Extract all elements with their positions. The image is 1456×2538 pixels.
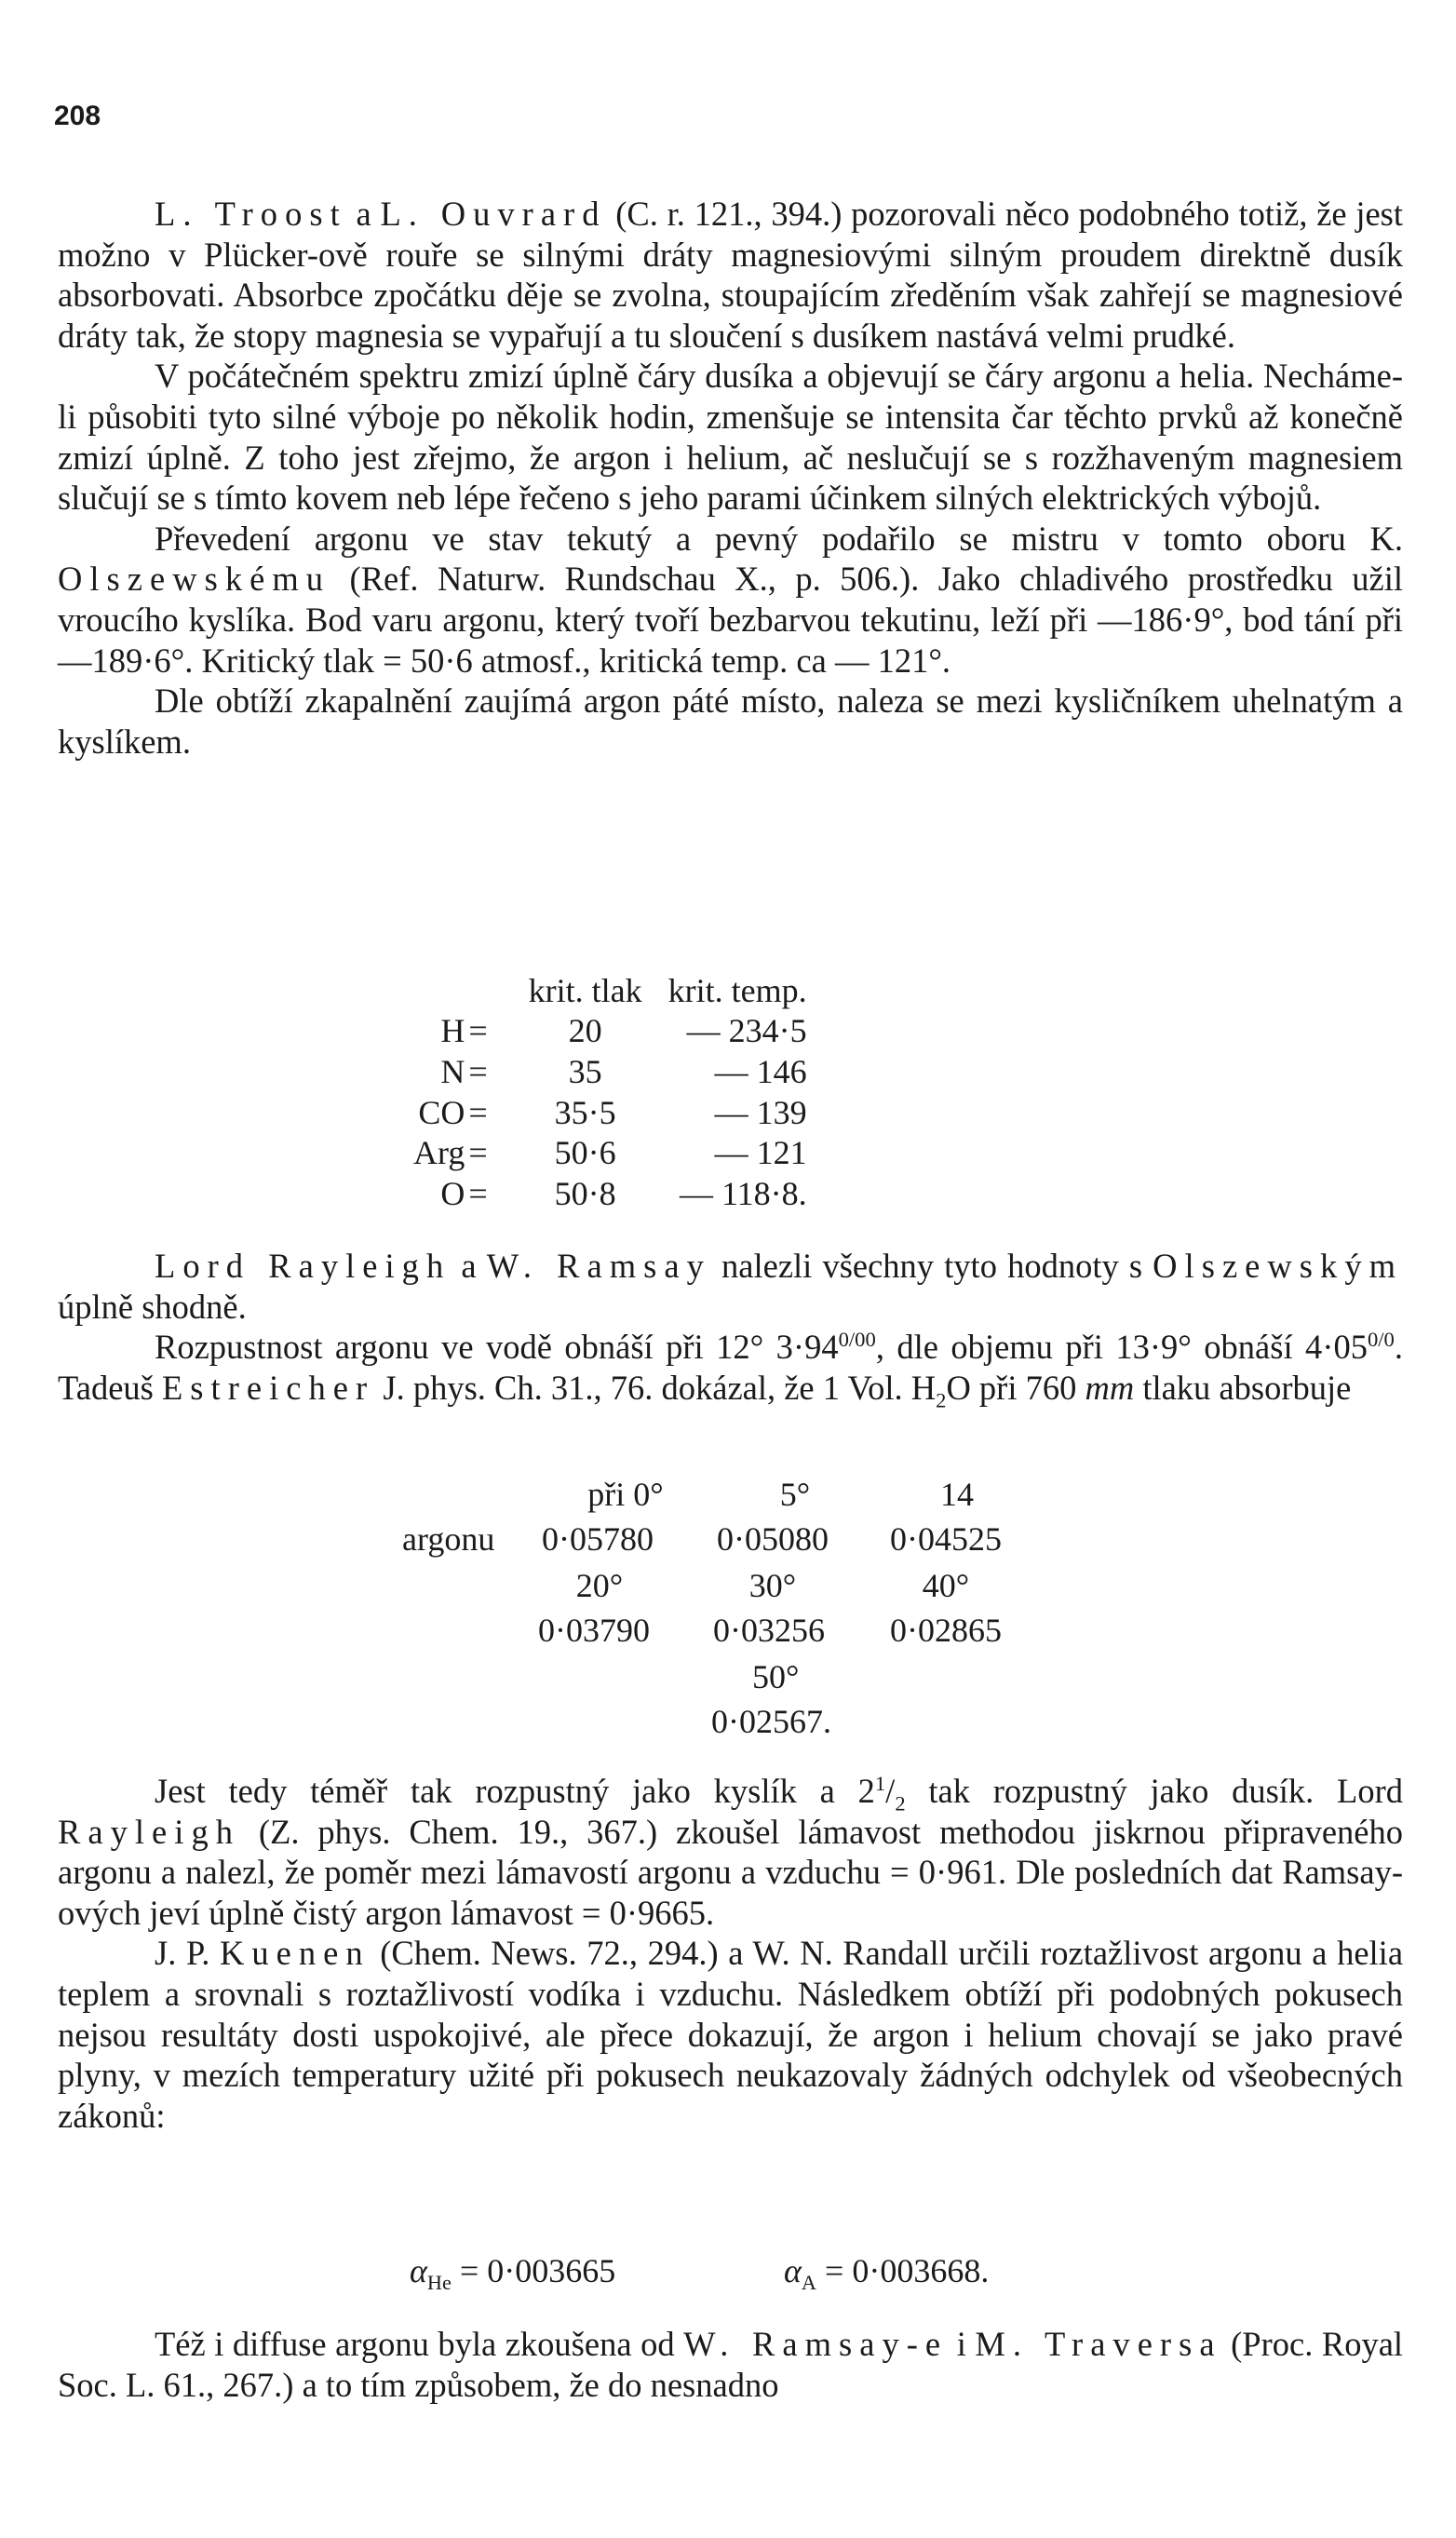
- temperature-cell: 30°: [748, 1567, 797, 1604]
- body-text: úplně shodně.: [58, 1287, 247, 1326]
- body-text: pozorovali něco podobného totiž, že jest možno v Plücker-ově rouře se silnými dráty magnesiovými silným proudem direktně dusík absorbovati. Absorbce zpočátku děje se zvolna, stoupajícím zředěním však zahřejí se magnesiové dráty tak, že stopy magnesia se vypařují a tu sloučení s dusíkem nastává velmi prudké.: [58, 195, 1404, 355]
- paragraph-lamavost: [58, 1771, 1403, 2136]
- body-text: , dle objemu při 13·9° obnáší 4·05: [875, 1328, 1368, 1367]
- header-pressure: krit. tlak: [528, 971, 642, 1009]
- paragraph-2: V počátečném spektru zmizí úplně čáry dusíka a objevují se čáry argonu a helia. Necháme-li působiti tyto silné výboje po několik hodin, zmenšuje se intensita čar těchto prvků až konečně zmizí úplně. Z toho jest zřejmo, že argon i helium, ač neslučují se s rozžhaveným magnesiem slučují se s tímto kovem neb lépe řečeno s jeho parami účinkem silných elektrických výbojů.: [58, 357, 1403, 518]
- alpha-helium: [410, 2251, 616, 2295]
- conjunction: a: [461, 1247, 477, 1285]
- temperature-value: — 146: [714, 1052, 807, 1090]
- table-row: [400, 1173, 820, 1214]
- body-text: tak rozpustný jako dusík. Lord: [928, 1772, 1404, 1810]
- body-text: Převedení argonu ve stav tekutý a pevný podařilo se mistru v tomto oboru K.: [155, 519, 1403, 558]
- fraction-numerator: 1: [874, 1771, 886, 1795]
- equals-sign: =: [468, 1174, 488, 1212]
- paragraph-9: [58, 2324, 1403, 2405]
- pressure-value: 35·5: [554, 1093, 616, 1131]
- row-label: H: [440, 1012, 465, 1050]
- table-row: [400, 1132, 820, 1173]
- pressure-value: 20: [568, 1012, 602, 1050]
- body-text: . Tadeuš: [58, 1328, 1403, 1407]
- body-text: tlaku absorbuje: [1142, 1368, 1352, 1407]
- gas-label: argonu: [402, 1520, 495, 1558]
- author-rayleigh: Rayleigh: [58, 1812, 241, 1851]
- pressure-value: 50·6: [554, 1134, 616, 1172]
- alpha-value: = 0·003665: [459, 2252, 616, 2289]
- per-mille-unit: 0/00: [838, 1328, 876, 1352]
- body-text: (Proc. Royal Soc. L. 61., 267.) a to tím způsobem, že do nesnadno: [58, 2325, 1404, 2404]
- author-ramsay: W. Ramsay-e: [683, 2325, 949, 2363]
- paragraph-8: [58, 1933, 1403, 2136]
- equals-sign: =: [468, 1012, 488, 1050]
- alpha-symbol: α: [410, 2252, 427, 2289]
- temperature-cell: 14: [940, 1476, 974, 1513]
- page-number: 208: [54, 101, 101, 131]
- solubility-value: 0·04525: [890, 1520, 1002, 1558]
- table-row: [400, 1011, 820, 1052]
- solubility-value: 0·02865: [890, 1612, 1002, 1649]
- temperature-value: — 118·8.: [679, 1174, 807, 1212]
- body-text: Jest tedy téměř tak rozpustný jako kyslík a 2: [155, 1772, 875, 1810]
- author-kuenen: Kuenen: [219, 1934, 371, 1973]
- solubility-value: 0·03790: [538, 1612, 650, 1649]
- conjunction: a: [356, 195, 371, 233]
- body-text: Rozpustnost argonu ve vodě obnáší při 12° 3·94: [155, 1328, 839, 1367]
- author-initials: J. P.: [155, 1934, 210, 1973]
- row-label: Arg: [413, 1134, 465, 1172]
- equals-sign: =: [468, 1134, 488, 1172]
- alpha-symbol: α: [784, 2252, 802, 2289]
- equals-sign: =: [468, 1052, 488, 1090]
- row-label: CO: [418, 1093, 465, 1131]
- temperature-value: — 121: [714, 1134, 807, 1172]
- pressure-value: 35: [568, 1052, 602, 1090]
- author-troost: L. Troost: [155, 195, 347, 233]
- paragraph-4: Dle obtíží zkapalnění zaujímá argon páté místo, naleza se mezi kysličníkem uhelnatým a kyslíkem.: [58, 682, 1403, 761]
- alpha-value: = 0·003668.: [825, 2252, 990, 2289]
- solubility-value: 0·05780: [542, 1520, 654, 1558]
- paragraph-5: [58, 1246, 1403, 1327]
- solubility-temp-row-3: 50°: [752, 1658, 800, 1695]
- critical-constants-table: [400, 970, 820, 1214]
- solubility-value-row-3: 0·02567.: [711, 1703, 831, 1740]
- percent-unit: 0/0: [1367, 1328, 1395, 1352]
- subscript-he: He: [426, 2271, 452, 2295]
- temperature-cell: 20°: [575, 1567, 624, 1604]
- paragraph-6: [58, 1327, 1403, 1412]
- name-olszewski: Olszewským: [1153, 1247, 1404, 1285]
- fraction-denominator: 2: [895, 1791, 906, 1816]
- temperature-cell: při 0°: [587, 1476, 664, 1513]
- body-text: Též i diffuse argonu byla zkoušena od: [155, 2325, 675, 2363]
- header-temperature: krit. temp.: [667, 971, 807, 1009]
- subscript-a: A: [801, 2271, 817, 2295]
- citation: (C. r. 121., 394.): [615, 195, 843, 233]
- paragraph-rayleigh-ramsay: [58, 1246, 1404, 1412]
- author-travers: M. Traversa: [975, 2325, 1222, 2363]
- row-label: N: [440, 1052, 465, 1090]
- paragraph-troost: [58, 194, 1403, 762]
- body-text: O při 760: [946, 1368, 1077, 1407]
- body-text: (Chem. News. 72., 294.) a W. N. Randall určili roztažlivost argonu a helia teplem a srovnali s roztažlivostí vodíka i vzduchu. Následkem obtíží při podobných pokusech nejsou resultáty dosti uspokojivé, ale přece dokazují, že argon i helium chovají se jako pravé plyny, v mezích temperatury užité při pokusech neukazovaly žádných odchylek od všeobecných zákonů:: [58, 1934, 1404, 2135]
- paragraph-7: Jest tedy téměř tak rozpustný jako kyslík a $2^1/_2$ tak rozpustný jako dusík. Lord Rayleigh (Z. phys. Chem. 19., 367.) zkoušel lámavost methodou jiskrnou připraveného argonu a nalezl, že poměr mezi lámavostí argonu a vzduchu = 0·961. Dle posledních dat Ramsay-ových jeví úplně čistý argon lámavost = 0·9665.: [58, 1771, 1404, 1932]
- name-olszewski: Olszewskému: [58, 560, 331, 599]
- equals-sign: =: [468, 1093, 488, 1131]
- table-header-row: [400, 970, 820, 1011]
- paragraph-diffuse: [58, 2324, 1403, 2405]
- table-row: [400, 1092, 820, 1133]
- author-rayleigh: Lord Rayleigh: [155, 1247, 452, 1285]
- paragraph-1: [58, 194, 1403, 356]
- alpha-argon: [784, 2251, 990, 2295]
- solubility-value: 0·05080: [717, 1520, 829, 1558]
- author-ouvrard: L. Ouvrard: [380, 195, 607, 233]
- row-label: O: [440, 1174, 465, 1212]
- temperature-cell: 40°: [922, 1567, 970, 1604]
- temperature-cell: 5°: [779, 1476, 811, 1513]
- paragraph-3: [58, 519, 1403, 681]
- table-row: [400, 1051, 820, 1092]
- unit-mm: mm: [1085, 1368, 1135, 1407]
- body-text: J. phys. Ch. 31., 76. dokázal, že 1 Vol. H: [383, 1368, 937, 1407]
- body-text: (Ref. Naturw. Rundschau X., p. 506.). Jako chladivého prostředku užil vroucího kyslíka. Bod varu argonu, který tvoří bezbarvou tekutinu, leží při —186·9°, bod tání při —189·6°. Kritický tlak = 50·6 atmosf., kritická temp. ca — 121°.: [58, 560, 1403, 680]
- subscript: 2: [936, 1388, 947, 1412]
- solubility-value: 0·03256: [713, 1612, 825, 1649]
- conjunction: i: [956, 2325, 966, 2363]
- body-text: (Z. phys. Chem. 19., 367.) zkoušel lámavost methodou jiskrnou připraveného argonu a nalezl, že poměr mezi lámavostí argonu a vzduchu = 0·961. Dle posledních dat Ramsay-ových jeví úplně čistý argon lámavost = 0·9665.: [58, 1812, 1404, 1932]
- author-estreicher: Estreicher: [161, 1368, 375, 1407]
- pressure-value: 50·8: [554, 1174, 616, 1212]
- temperature-value: — 139: [714, 1093, 807, 1131]
- body-text: nalezli všechny tyto hodnoty s: [721, 1247, 1143, 1285]
- author-ramsay: W. Ramsay: [486, 1247, 711, 1285]
- temperature-value: — 234·5: [686, 1012, 807, 1050]
